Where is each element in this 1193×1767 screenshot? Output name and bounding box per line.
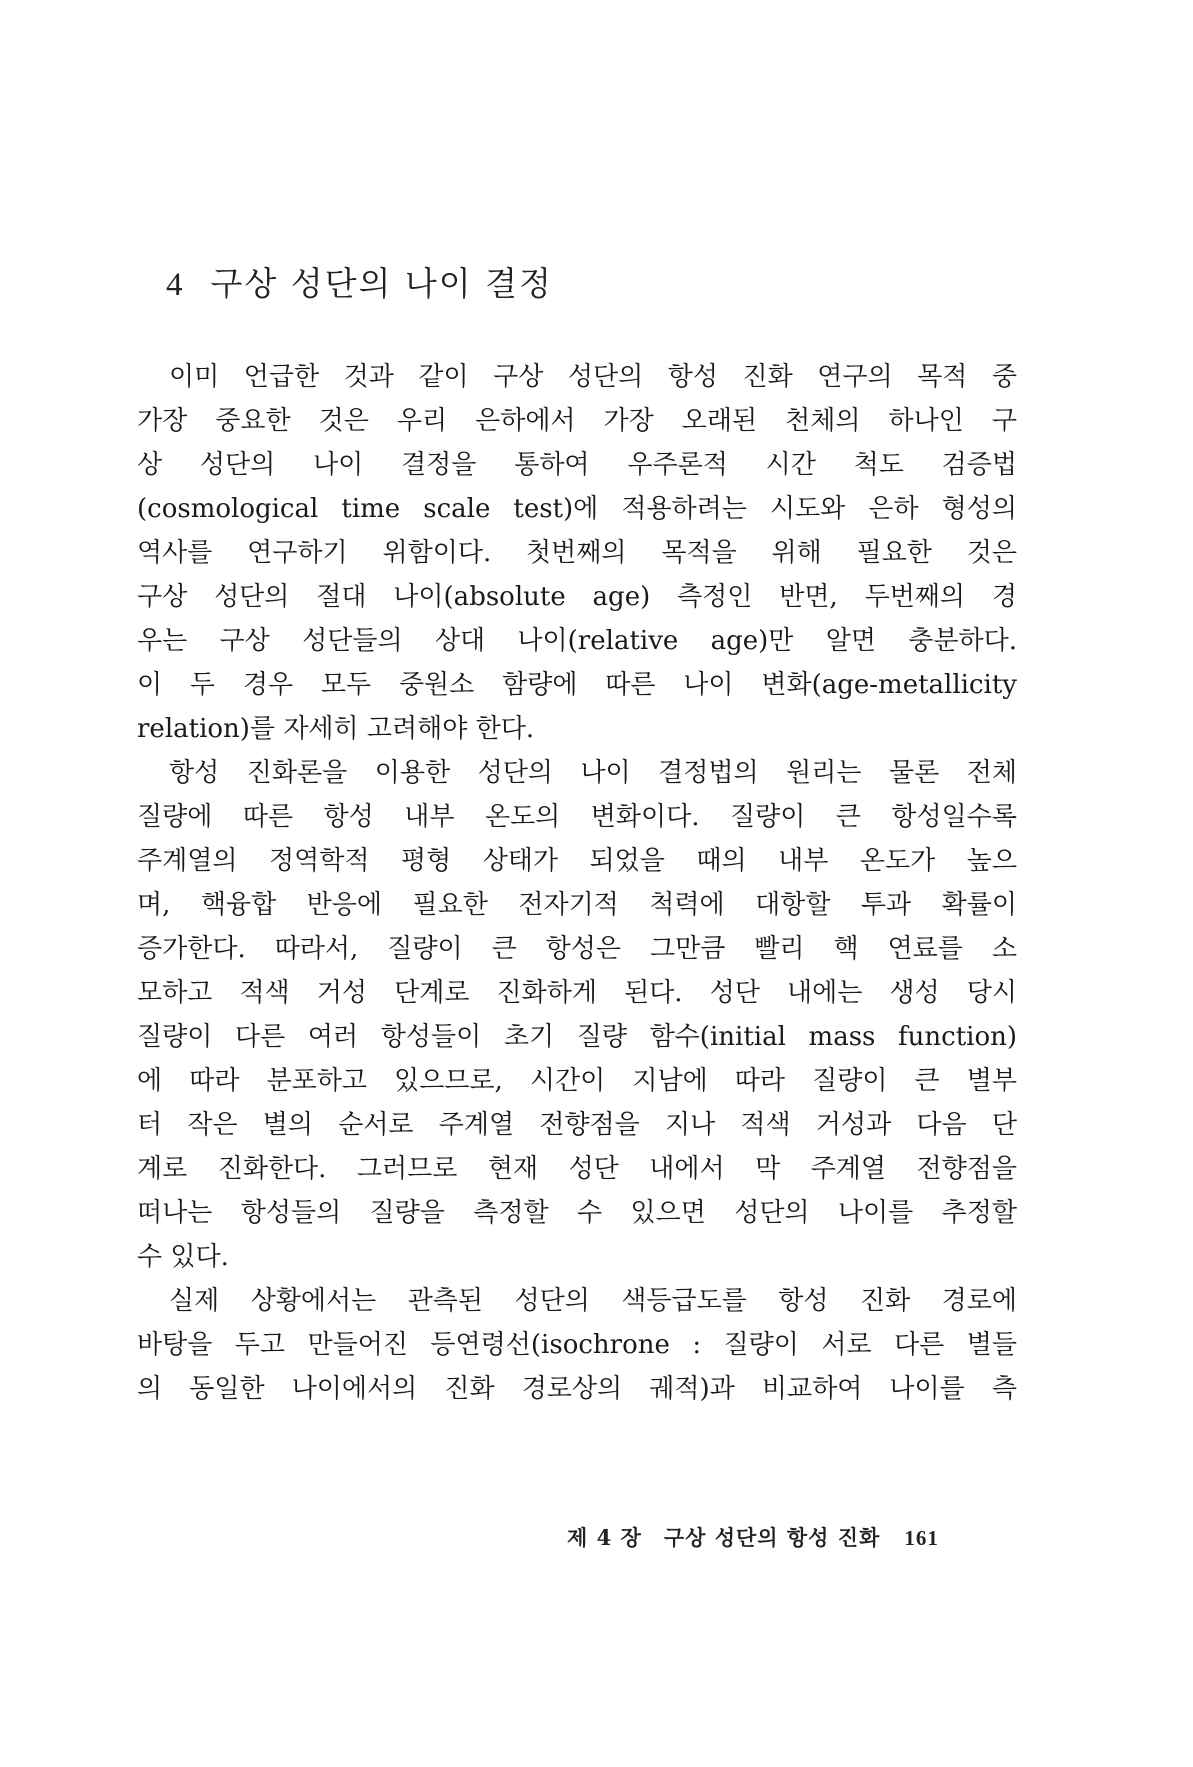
paragraph-1 (137, 355, 1017, 751)
footer-chapter: 제 4 장 (567, 1525, 642, 1550)
section-number: 4 (166, 267, 185, 303)
section-title: 구상 성단의 나이 결정 (210, 264, 553, 303)
text-line: 가장 중요한 것은 우리 은하에서 가장 오래된 천체의 하나인 구 (137, 406, 1017, 436)
text-line: 질량에 따른 항성 내부 온도의 변화이다. 질량이 큰 항성일수록 (137, 802, 1017, 832)
text-line: 며, 핵융합 반응에 필요한 전자기적 척력에 대항할 투과 확률이 (137, 890, 1017, 920)
text-line: 에 따라 분포하고 있으므로, 시간이 지남에 따라 질량이 큰 별부 (137, 1066, 1017, 1096)
running-footer (567, 1522, 939, 1552)
page-number: 161 (904, 1526, 939, 1550)
section-heading (166, 258, 553, 305)
text-line: 항성 진화론을 이용한 성단의 나이 결정법의 원리는 물론 전체 (169, 758, 1017, 788)
paragraph-3 (137, 1279, 1017, 1411)
text-line: 실제 상황에서는 관측된 성단의 색등급도를 항성 진화 경로에 (169, 1286, 1017, 1316)
text-line: 모하고 적색 거성 단계로 진화하게 된다. 성단 내에는 생성 당시 (137, 978, 1017, 1008)
text-line: 이 두 경우 모두 중원소 함량에 따른 나이 변화(age-metallicity (137, 670, 1017, 700)
text-line: 상 성단의 나이 결정을 통하여 우주론적 시간 척도 검증법 (137, 450, 1017, 480)
text-line: 바탕을 두고 만들어진 등연령선(isochrone : 질량이 서로 다른 별들 (137, 1330, 1017, 1360)
text-line: 이미 언급한 것과 같이 구상 성단의 항성 진화 연구의 목적 중 (169, 362, 1017, 392)
text-line: relation)를 자세히 고려해야 한다. (137, 714, 535, 744)
paragraph-2 (137, 751, 1017, 1279)
text-line: 증가한다. 따라서, 질량이 큰 항성은 그만큼 빨리 핵 연료를 소 (137, 934, 1017, 964)
text-line: 구상 성단의 절대 나이(absolute age) 측정인 반면, 두번째의 경 (137, 582, 1017, 612)
text-line: 우는 구상 성단들의 상대 나이(relative age)만 알면 충분하다. (137, 626, 1017, 656)
text-line: 의 동일한 나이에서의 진화 경로상의 궤적)과 비교하여 나이를 측 (137, 1374, 1017, 1404)
text-line: 역사를 연구하기 위함이다. 첫번째의 목적을 위해 필요한 것은 (137, 538, 1017, 568)
text-line: 계로 진화한다. 그러므로 현재 성단 내에서 막 주계열 전향점을 (137, 1154, 1017, 1184)
text-line: 터 작은 별의 순서로 주계열 전향점을 지나 적색 거성과 다음 단 (137, 1110, 1017, 1140)
text-line: 주계열의 정역학적 평형 상태가 되었을 때의 내부 온도가 높으 (137, 846, 1017, 876)
text-line: (cosmological time scale test)에 적용하려는 시도와 은하 형성의 (137, 494, 1017, 524)
footer-title: 구상 성단의 항성 진화 (663, 1525, 881, 1550)
body-text (137, 355, 1017, 1411)
text-line: 질량이 다른 여러 항성들이 초기 질량 함수(initial mass function) (137, 1022, 1017, 1052)
text-line: 떠나는 항성들의 질량을 측정할 수 있으면 성단의 나이를 추정할 (137, 1198, 1017, 1228)
text-line: 수 있다. (137, 1242, 229, 1272)
